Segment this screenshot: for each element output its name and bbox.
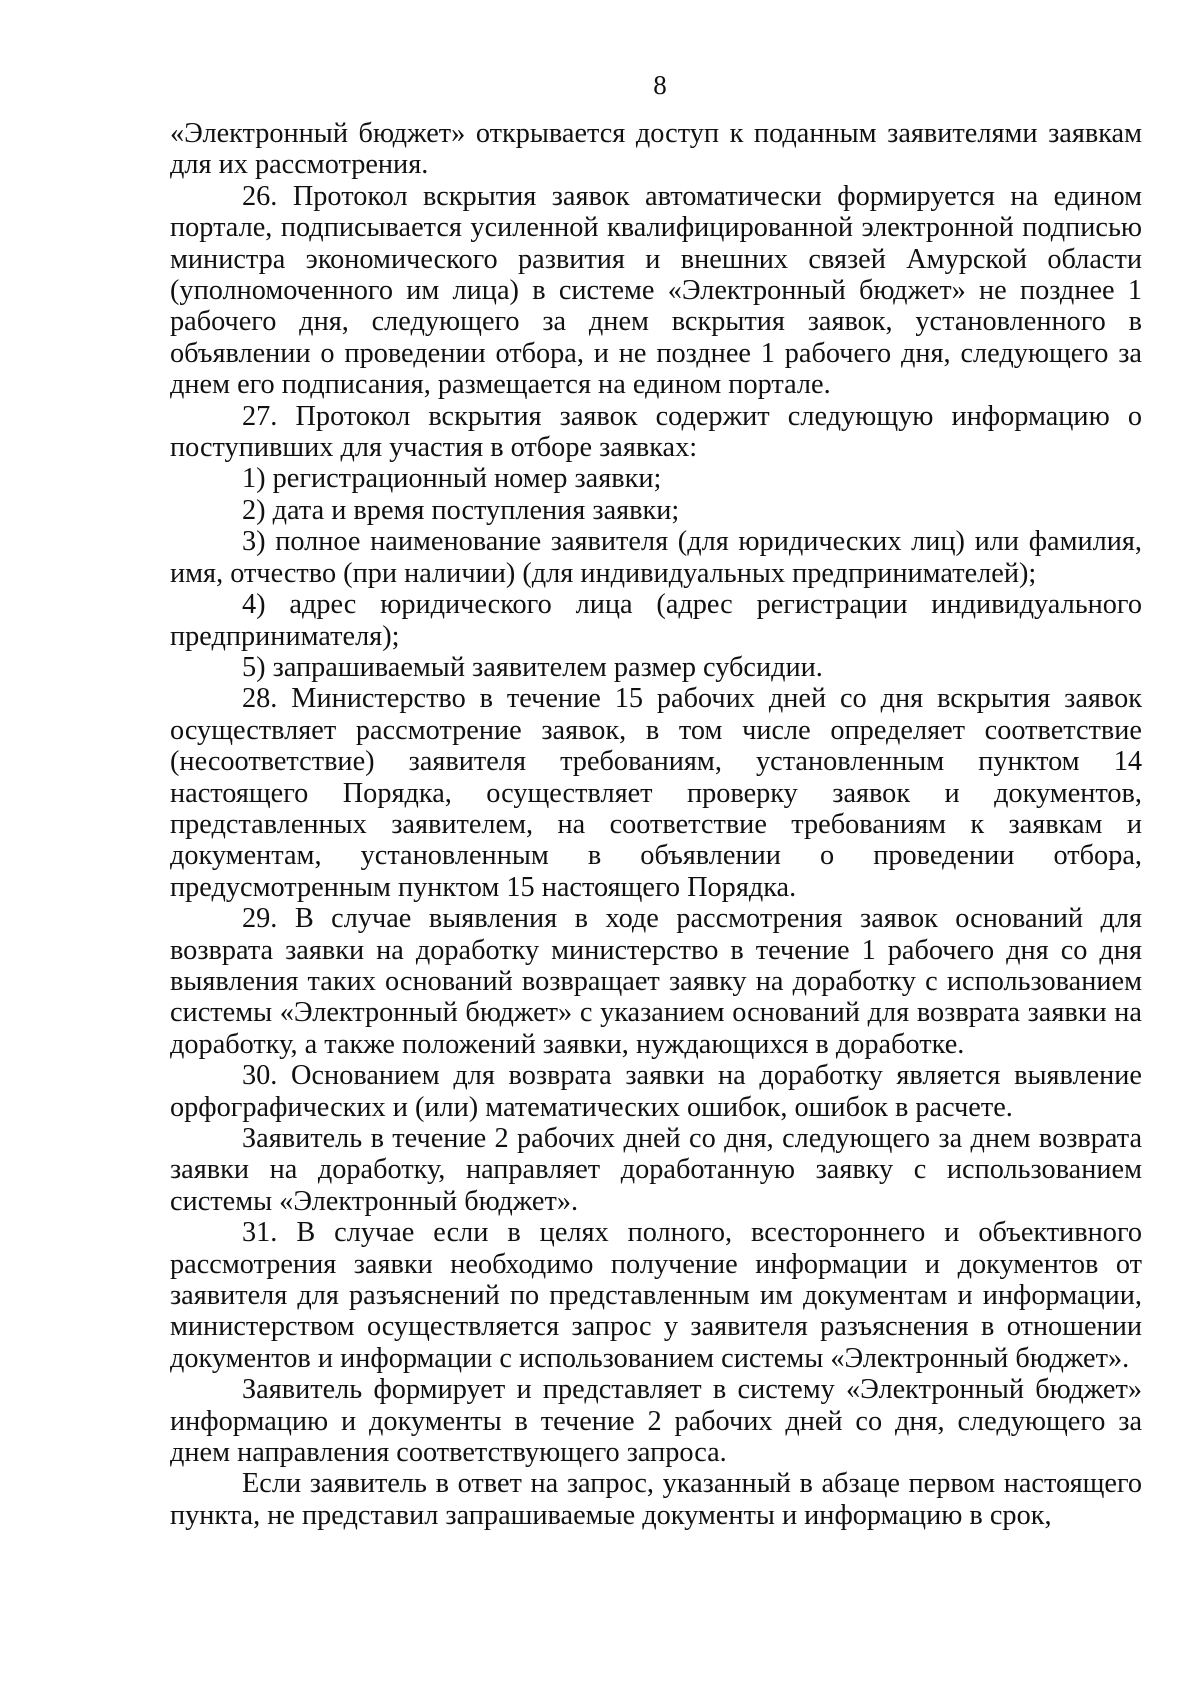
paragraph-5: 3) полное наименование заявителя (для юридических лиц) или фамилия, имя, отчество (при наличии) (для индивидуальных предпринимателей);	[170, 526, 1142, 589]
paragraph-6: 4) адрес юридического лица (адрес регистрации индивидуального предпринимателя);	[170, 589, 1142, 652]
paragraph-0: «Электронный бюджет» открывается доступ к поданным заявителями заявкам для их рассмотрения.	[170, 118, 1142, 181]
paragraph-3: 1) регистрационный номер заявки;	[242, 463, 662, 495]
paragraph-14: Если заявитель в ответ на запрос, указанный в абзаце первом настоящего пункта, не представил запрашиваемые документы и информацию в срок,	[170, 1468, 1142, 1531]
paragraph-13: Заявитель формирует и представляет в систему «Электронный бюджет» информацию и документы в течение 2 рабочих дней со дня, следующего за днем направления соответствующего запроса.	[170, 1374, 1142, 1469]
paragraph-12: 31. В случае если в целях полного, всестороннего и объективного рассмотрения заявки необходимо получение информации и документов от заявителя для разъяснений по представленным им документам и информации, министерством осуществляется запрос у заявителя разъяснения в отношении документов и информации с использованием системы «Электронный бюджет».	[170, 1217, 1142, 1374]
paragraph-4: 2) дата и время поступления заявки;	[242, 494, 680, 526]
paragraph-10: 30. Основанием для возврата заявки на доработку является выявление орфографических и (или) математических ошибок, ошибок в расчете.	[170, 1060, 1142, 1123]
paragraph-7: 5) запрашиваемый заявителем размер субсидии.	[242, 651, 823, 683]
paragraph-9: 29. В случае выявления в ходе рассмотрения заявок оснований для возврата заявки на доработку министерство в течение 1 рабочего дня со дня выявления таких оснований возвращает заявку на доработку с использованием системы «Электронный бюджет» с указанием оснований для возврата заявки на доработку, а также положений заявки, нуждающихся в доработке.	[170, 903, 1142, 1060]
page-number: 8	[653, 70, 667, 100]
paragraph-11: Заявитель в течение 2 рабочих дней со дня, следующего за днем возврата заявки на доработку, направляет доработанную заявку с использованием системы «Электронный бюджет».	[170, 1123, 1142, 1217]
paragraph-2: 27. Протокол вскрытия заявок содержит следующую информацию о поступивших для участия в отборе заявках:	[170, 400, 1142, 464]
document-body	[170, 118, 1142, 1531]
paragraph-8: 28. Министерство в течение 15 рабочих дней со дня вскрытия заявок осуществляет рассмотрение заявок, в том числе определяет соответствие (несоответствие) заявителя требованиям, установленным пунктом 14 настоящего Порядка, осуществляет проверку заявок и документов, представленных заявителем, на соответствие требованиям к заявкам и документам, установленным в объявлении о проведении отбора, предусмотренным пунктом 15 настоящего Порядка.	[170, 683, 1142, 903]
paragraph-1: 26. Протокол вскрытия заявок автоматически формируется на едином портале, подписывается усиленной квалифицированной электронной подписью министра экономического развития и внешних связей Амурской области (уполномоченного им лица) в системе «Электронный бюджет» не позднее 1 рабочего дня, следующего за днем вскрытия заявок, установленного в объявлении о проведении отбора, и не позднее 1 рабочего дня, следующего за днем его подписания, размещается на едином портале.	[170, 180, 1142, 401]
